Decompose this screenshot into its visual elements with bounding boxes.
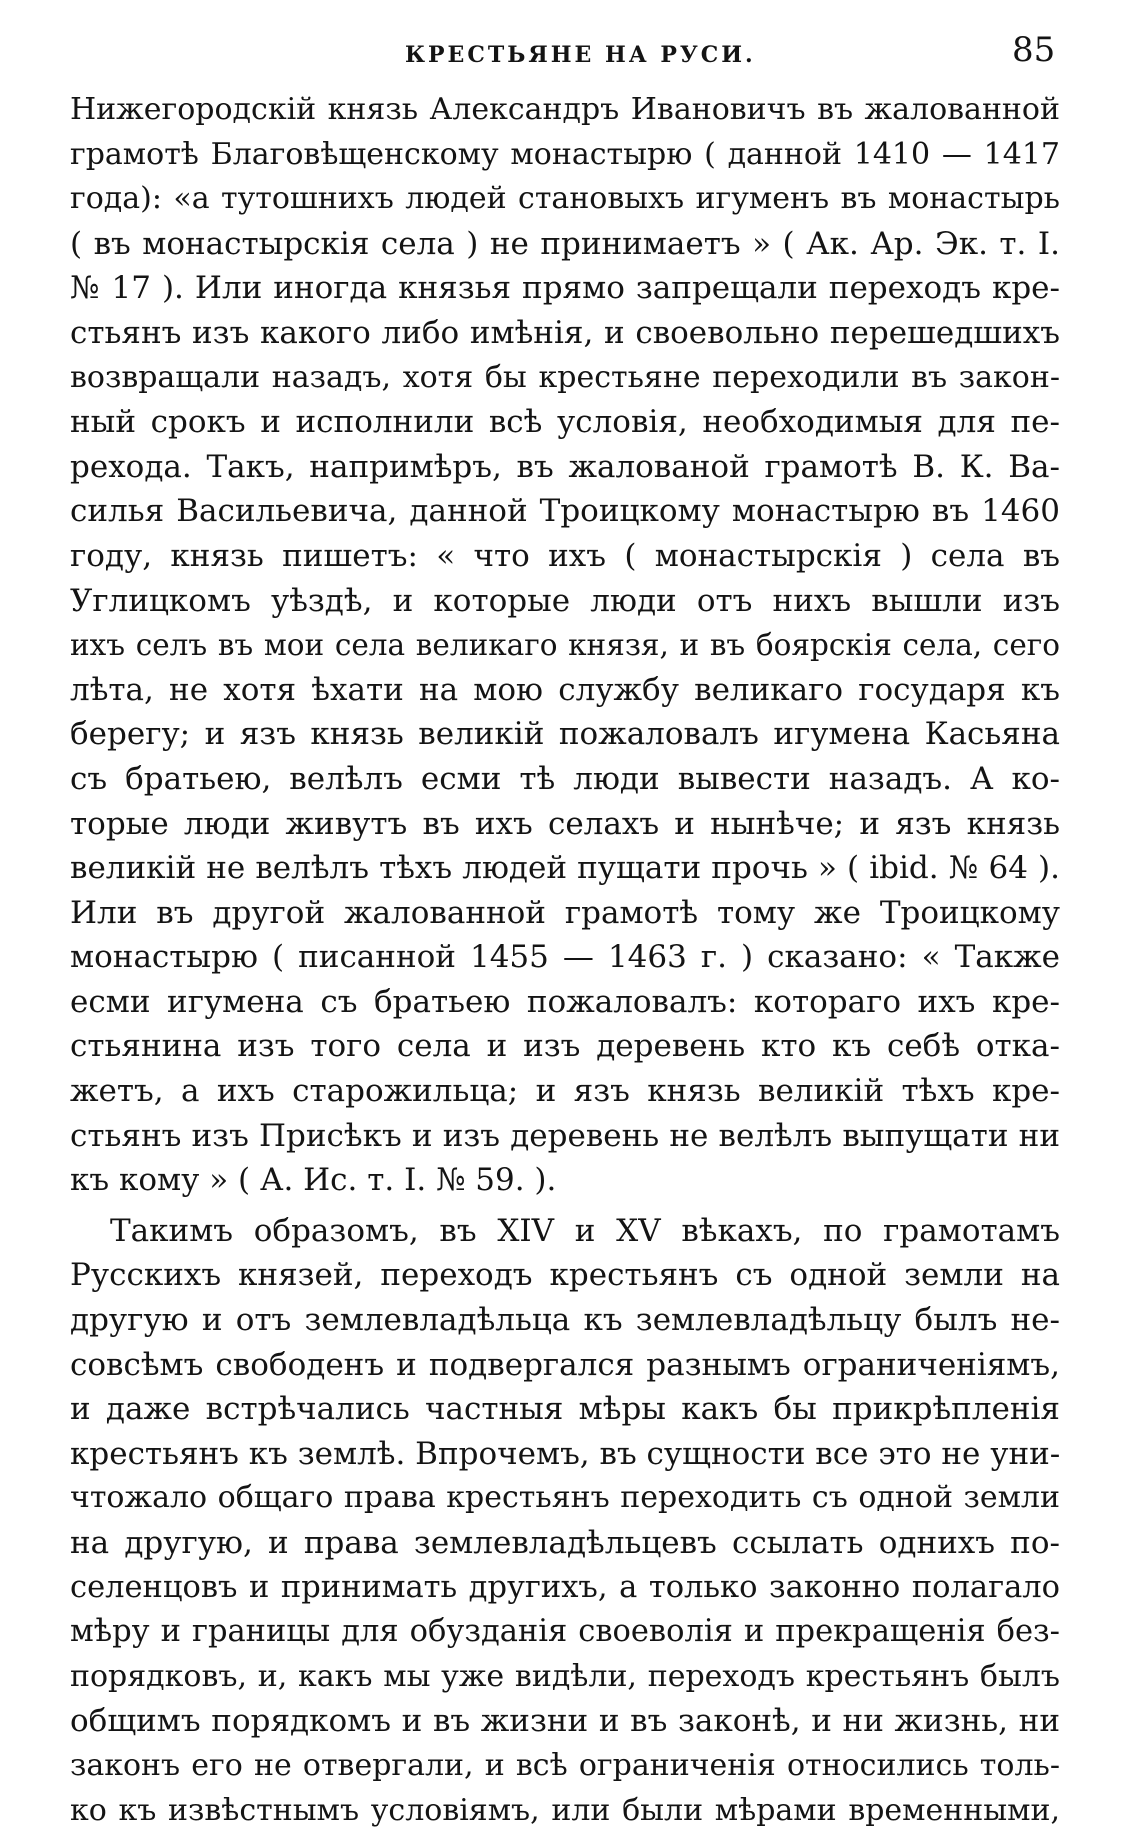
text-line: на другую, и права землевладѣльцевъ ссылать однихъ по- bbox=[70, 1525, 1060, 1561]
text-line: чтожало общаго права крестьянъ переходить съ одной земли bbox=[70, 1480, 1060, 1516]
text-line: монастырю ( писанной 1455 — 1463 г. ) сказано: « Также bbox=[70, 939, 1060, 976]
text-line: рехода. Такъ, напримѣръ, въ жалованой грамотѣ В. К. Ва- bbox=[70, 448, 1060, 485]
text-line: возвращали назадъ, хотя бы крестьяне переходили въ закон- bbox=[70, 359, 1060, 395]
text-line: порядковъ, и, какъ мы уже видѣли, переходъ крестьянъ былъ bbox=[70, 1658, 1060, 1694]
text-line: ко къ извѣстнымъ условіямъ, или были мѣрами временными, bbox=[70, 1792, 1060, 1828]
text-line: торые люди живутъ въ ихъ селахъ и нынѣче; и язъ князь bbox=[70, 805, 1060, 842]
text-line: Углицкомъ уѣздѣ, и которые люди отъ нихъ вышли изъ bbox=[70, 582, 1060, 619]
text-line: Или въ другой жалованной грамотѣ тому же Троицкому bbox=[70, 894, 1060, 931]
running-title: КРЕСТЬЯНЕ НА РУСИ. bbox=[405, 42, 756, 68]
text-line: ный срокъ и исполнили всѣ условія, необходимыя для пе- bbox=[70, 404, 1060, 441]
text-line: стьянъ изъ Присѣкъ и изъ деревень не велѣлъ выпущати ни bbox=[70, 1117, 1060, 1154]
text-line: № 17 ). Или иногда князья прямо запрещали переходъ кре- bbox=[70, 270, 1060, 307]
text-line: Нижегородскій князь Александръ Ивановичъ въ жалованной bbox=[70, 92, 1060, 127]
text-line: Русскихъ князей, переходъ крестьянъ съ одной земли на bbox=[70, 1257, 1060, 1294]
text-line: съ братьею, велѣлъ есми тѣ люди вывести назадъ. А ко- bbox=[70, 760, 1060, 797]
text-line: общимъ порядкомъ и въ жизни и въ законѣ, и ни жизнь, ни bbox=[70, 1703, 1060, 1740]
text-line: крестьянъ къ землѣ. Впрочемъ, въ сущности все это не уни- bbox=[70, 1435, 1061, 1472]
text-line: селенцовъ и принимать другихъ, а только законно полагало bbox=[70, 1569, 1060, 1605]
text-line: силья Васильевича, данной Троицкому монастырю въ 1460 bbox=[70, 493, 1060, 530]
text-line: жетъ, а ихъ старожильца; и язъ князь великій тѣхъ кре- bbox=[70, 1073, 1060, 1110]
text-line: ихъ селъ въ мои села великаго князя, и въ боярскія села, сего bbox=[70, 628, 1060, 663]
text-line: къ кому » ( А. Ис. т. I. № 59. ). bbox=[70, 1162, 557, 1199]
text-line: другую и отъ землевладѣльца къ землевладѣльцу былъ не- bbox=[70, 1302, 1060, 1339]
paragraph-start-line: Такимъ образомъ, въ XIV и XV вѣкахъ, по грамотамъ bbox=[110, 1212, 1060, 1249]
text-line: ( въ монастырскія села ) не принимаетъ » ( Ак. Ар. Эк. т. I. bbox=[70, 225, 1060, 262]
body-text bbox=[70, 88, 1060, 1833]
text-line: стьянина изъ того села и изъ деревень кто къ себѣ отка- bbox=[70, 1028, 1060, 1065]
text-line: мѣру и границы для обузданія своеволія и прекращенія без- bbox=[70, 1614, 1060, 1650]
text-line: грамотѣ Благовѣщенскому монастырю ( данной 1410 — 1417 bbox=[70, 136, 1060, 172]
text-line: законъ его не отвергали, и всѣ ограниченія относились толь- bbox=[70, 1747, 1060, 1783]
text-line: стьянъ изъ какого либо имѣнія, и своевольно перешедшихъ bbox=[70, 314, 1060, 351]
text-line: великій не велѣлъ тѣхъ людей пущати прочь » ( ibid. № 64 ). bbox=[70, 850, 1060, 887]
text-line: совсѣмъ свободенъ и подвергался разнымъ ограниченіямъ, bbox=[70, 1346, 1060, 1383]
text-line: лѣта, не хотя ѣхати на мою службу великаго государя къ bbox=[70, 671, 1060, 708]
text-line: есми игумена съ братьею пожаловалъ: котораго ихъ кре- bbox=[70, 983, 1060, 1020]
text-line: и даже встрѣчались частныя мѣры какъ бы прикрѣпленія bbox=[70, 1391, 1060, 1428]
text-line: году, князь пишетъ: « что ихъ ( монастырскія ) села въ bbox=[70, 537, 1060, 574]
page-number: 85 bbox=[1012, 30, 1056, 70]
text-line: года): «а тутошнихъ людей становыхъ игуменъ въ монастырь bbox=[70, 181, 1060, 217]
text-line: берегу; и язъ князь великій пожаловалъ игумена Касьяна bbox=[70, 716, 1060, 753]
